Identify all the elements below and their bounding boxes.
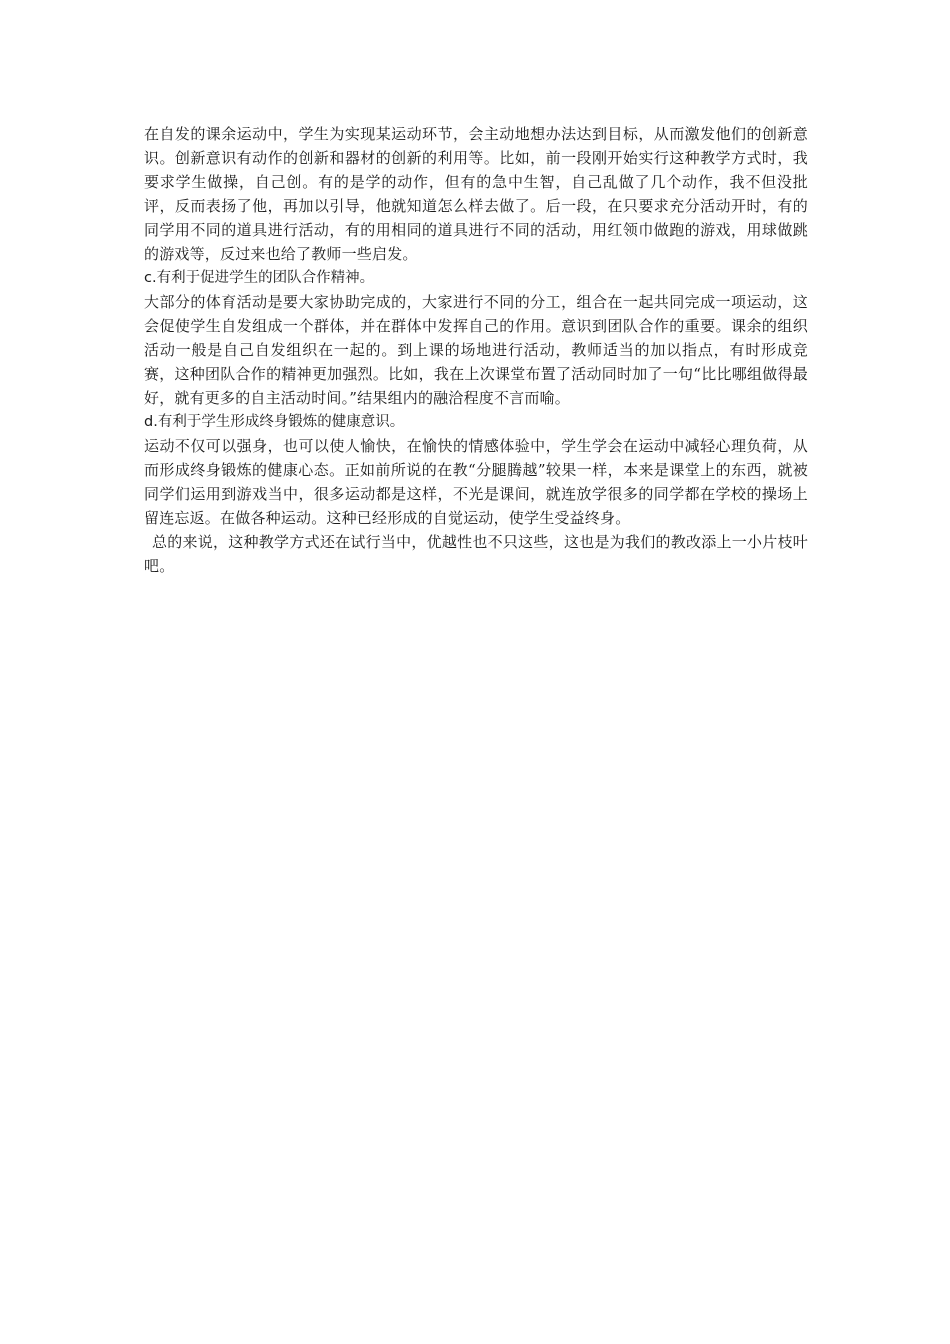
paragraph-innovation: 在自发的课余运动中，学生为实现某运动环节，会主动地想办法达到目标，从而激发他们的创新意识。创新意识有动作的创新和器材的创新的利用等。比如，前一段刚开始实行这种教学方式时，我要求学生做操，自己创。有的是学的动作，但有的急中生智，自己乱做了几个动作，我不但没批评，反而表扬了他，再加以引导，他就知道怎么样去做了。后一段，在只要求充分活动开时，有的同学用不同的道具进行活动，有的用相同的道具进行不同的活动，用红领巾做跑的游戏，用球做跳的游戏等，反过来也给了教师一些启发。: [144, 125, 808, 263]
document-body: [144, 122, 808, 578]
paragraph-conclusion: 总的来说，这种教学方式还在试行当中，优越性也不只这些，这也是为我们的教改添上一小片枝叶吧。: [144, 533, 808, 575]
section-heading-lifelong-exercise: d.有利于学生形成终身锻炼的健康意识。: [144, 414, 405, 430]
paragraph-teamwork: 大部分的体育活动是要大家协助完成的，大家进行不同的分工，组合在一起共同完成一项运动，这会促使学生自发组成一个群体，并在群体中发挥自己的作用。意识到团队合作的重要。课余的组织活动一般是自己自发组织在一起的。到上课的场地进行活动，教师适当的加以指点，有时形成竞赛，这种团队合作的精神更加强烈。比如，我在上次课堂布置了活动同时加了一句“比比哪组做得最好，就有更多的自主活动时间。”结果组内的融洽程度不言而喻。: [144, 293, 808, 407]
paragraph-lifelong-exercise: 运动不仅可以强身，也可以使人愉快，在愉快的情感体验中，学生学会在运动中减轻心理负荷，从而形成终身锻炼的健康心态。正如前所说的在教“分腿腾越”较果一样，本来是课堂上的东西，就被同学们运用到游戏当中，很多运动都是这样，不光是课间，就连放学很多的同学都在学校的操场上留连忘返。在做各种运动。这种已经形成的自觉运动，使学生受益终身。: [144, 437, 808, 527]
section-heading-teamwork: c.有利于促进学生的团队合作精神。: [144, 270, 375, 286]
